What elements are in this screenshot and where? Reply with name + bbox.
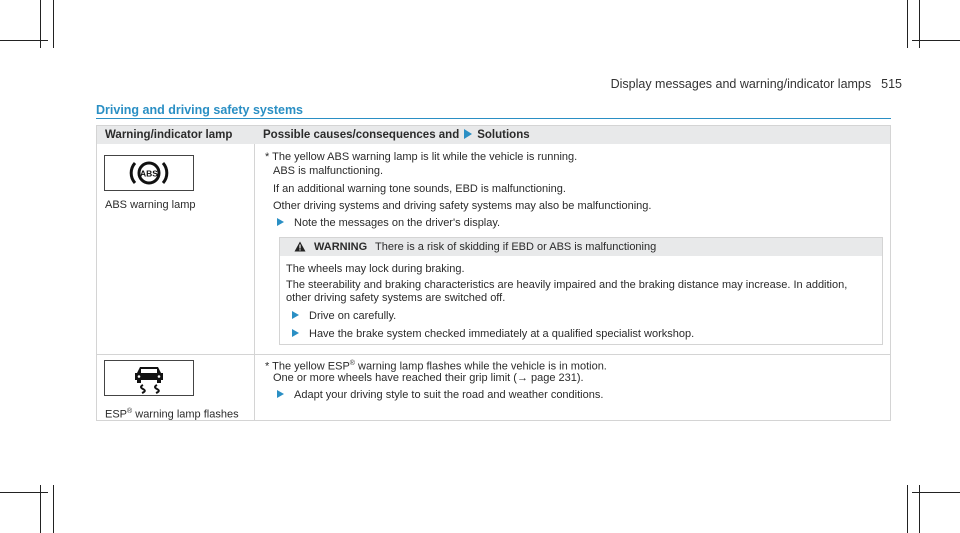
- esp-lamp-label-b: warning lamp flashes: [132, 408, 239, 421]
- column-divider: [254, 144, 255, 420]
- section-rule: [96, 118, 891, 119]
- warning-box: [279, 237, 883, 345]
- page-number: 515: [881, 77, 902, 91]
- esp-lamp-label-a: ESP: [105, 408, 128, 421]
- warning-step-drive-text: Drive on carefully.: [309, 310, 397, 322]
- bullet-arrow-icon: [292, 311, 299, 319]
- crop-mark: [0, 492, 48, 493]
- bullet-arrow-icon: [292, 329, 299, 337]
- abs-ebd-text: If an additional warning tone sounds, EBD is malfunctioning.: [273, 183, 566, 195]
- warning-step-workshop-text: Have the brake system checked immediately at a qualified specialist workshop.: [309, 328, 695, 340]
- footnote-star: *: [265, 360, 270, 373]
- esp-step-adapt-text: Adapt your driving style to suit the road and weather conditions.: [294, 389, 604, 401]
- registered-mark: ®: [349, 360, 355, 367]
- row-divider: [97, 354, 890, 355]
- header-col-lamp: Warning/indicator lamp: [105, 129, 233, 141]
- abs-step-note-text: Note the messages on the driver's display.: [294, 217, 501, 229]
- crop-mark: [53, 0, 54, 48]
- header-causes-text: Possible causes/consequences and: [263, 129, 460, 141]
- warning-steer-line2: other driving safety systems are switched off.: [286, 292, 506, 304]
- crop-mark: [912, 492, 960, 493]
- warning-triangle-icon: [294, 241, 306, 252]
- header-col-causes: [263, 129, 530, 141]
- warning-step-drive: [292, 309, 396, 323]
- abs-cause-line1: * The yellow ABS warning lamp is lit while the vehicle is running.: [265, 151, 578, 163]
- table-header: [97, 126, 890, 144]
- bullet-arrow-icon: [277, 218, 284, 226]
- abs-step-note: [277, 216, 500, 230]
- section-title: Driving and driving safety systems: [96, 103, 304, 117]
- abs-cause-line2: ABS is malfunctioning.: [273, 165, 384, 177]
- warning-lock-text: The wheels may lock during braking.: [286, 263, 465, 275]
- warning-title: There is a risk of skidding if EBD or ABS is malfunctioning: [375, 241, 657, 253]
- warning-steer-line1: The steerability and braking characteristics are heavily impaired and the braking distance may increase. In addition,: [286, 279, 848, 291]
- esp-cause-b: warning lamp flashes while the vehicle is in motion.: [354, 360, 607, 373]
- crop-mark: [912, 40, 960, 41]
- arrow-right-icon: [464, 129, 472, 139]
- abs-warning-icon: [104, 155, 194, 191]
- warning-header: [280, 238, 882, 256]
- crop-mark: [0, 40, 48, 41]
- warning-step-workshop: [292, 327, 694, 341]
- esp-grip-text: One or more wheels have reached their grip limit (→ page 231).: [273, 372, 584, 384]
- esp-skidding-car-icon: [104, 360, 194, 396]
- lamp-table: [96, 125, 891, 421]
- crop-mark: [53, 485, 54, 533]
- esp-cause-a: The yellow ESP: [269, 360, 350, 373]
- abs-lamp-label: ABS warning lamp: [105, 199, 196, 211]
- header-solutions-text: Solutions: [477, 129, 530, 141]
- esp-lamp-label: [105, 405, 239, 422]
- esp-step-adapt: [277, 388, 603, 402]
- crop-mark: [907, 0, 908, 48]
- crop-mark: [907, 485, 908, 533]
- warning-label: WARNING: [314, 241, 368, 253]
- registered-mark: ®: [127, 408, 133, 415]
- running-header: [611, 77, 902, 91]
- running-title: Display messages and warning/indicator lamps: [610, 77, 872, 91]
- bullet-arrow-icon: [277, 390, 284, 398]
- svg-text:ABS: ABS: [140, 168, 158, 179]
- abs-other-systems-text: Other driving systems and driving safety systems may also be malfunctioning.: [273, 200, 652, 212]
